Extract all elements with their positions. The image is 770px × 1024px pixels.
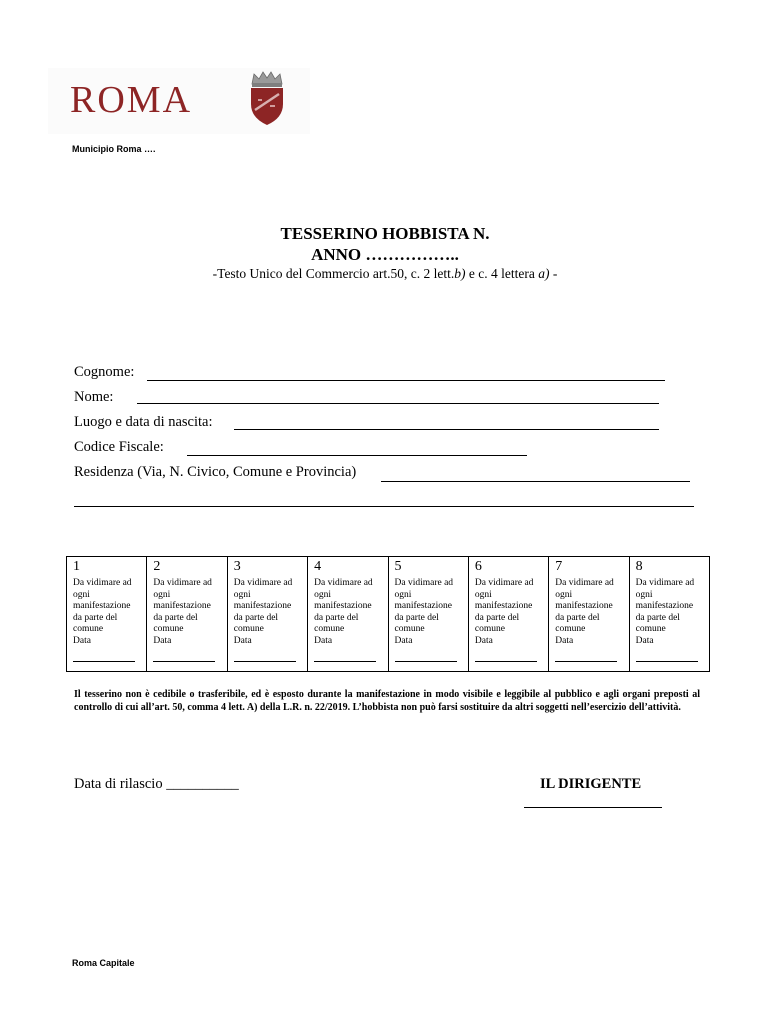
dirigente-signature-line[interactable] [524,807,662,808]
cell-date-line[interactable] [475,661,537,662]
cell-date-label: Data [314,635,333,646]
legal-reference-part: -Testo Unico del Commercio art.50, c. 2 lett. [212,266,455,281]
document-title: TESSERINO HOBBISTA N. [280,224,490,243]
cell-number: 7 [555,559,563,574]
cell-number: 2 [153,559,161,574]
cell-instructions [73,578,139,647]
cell-date-line[interactable] [73,661,135,662]
cell-number: 6 [474,559,482,574]
data-rilascio-field[interactable]: Data di rilascio __________ [74,776,239,792]
cell-text-line: manifestazione [233,601,292,611]
cognome-label: Cognome: [74,364,135,380]
codice-fiscale-field[interactable] [187,455,527,456]
cell-text-line: ogni [394,589,412,600]
cell-number: 1 [73,559,80,574]
cell-text-line: manifestazione [555,601,613,611]
cell-date-label: Data [233,635,252,646]
cell-text-line: comune [314,624,345,634]
dirigente-label: IL DIRIGENTE [540,776,642,792]
cell-date-line[interactable] [395,661,457,662]
cell-number: 3 [233,559,241,574]
vidimation-cell-2[interactable] [147,557,227,672]
cell-text-line: da parte del [153,612,198,623]
cell-instructions [314,578,380,647]
cell-text-line: Da vidimare ad [314,578,373,588]
cell-instructions [395,578,461,647]
vidimation-cell-3[interactable] [227,557,307,672]
nome-field[interactable] [137,403,659,404]
cell-text-line: Da vidimare ad [153,578,212,588]
cell-instructions [475,578,541,647]
cell-text-line: comune [555,624,586,634]
vidimation-cell-8[interactable] [629,557,709,672]
cell-text-line: Da vidimare ad [73,578,132,588]
vidimation-cell-1[interactable] [67,557,147,672]
cell-date-label: Data [635,635,654,646]
residenza-field-line2[interactable] [74,506,694,507]
cell-text-line: da parte del [474,612,520,623]
cell-text-line: ogni [73,589,90,600]
roma-crest-icon [246,70,288,126]
cell-date-label: Data [555,635,574,646]
cell-date-label: Data [394,635,413,646]
cell-text-line: comune [474,624,505,634]
cell-text-line: manifestazione [314,601,372,611]
cell-text-line: Da vidimare ad [474,578,534,588]
cell-text-line: comune [153,624,184,634]
residenza-label: Residenza (Via, N. Civico, Comune e Provincia) [74,464,357,480]
residenza-field[interactable] [381,481,690,482]
codice-fiscale-label: Codice Fiscale: [74,439,164,455]
cell-text-line: Da vidimare ad [394,578,454,588]
cell-text-line: ogni [635,589,653,600]
cell-text-line: ogni [233,589,251,600]
cell-date-line[interactable] [555,661,617,662]
cell-date-label: Data [474,635,493,646]
cell-text-line: da parte del [314,612,359,623]
cell-text-line: ogni [555,589,573,600]
cell-text-line: ogni [153,589,171,600]
cell-text-line: da parte del [233,612,279,623]
cell-text-line: da parte del [394,612,439,623]
cell-text-line: da parte del [555,612,600,623]
legal-reference-part: e c. 4 lettera [465,266,539,281]
vidimation-cell-7[interactable] [549,557,629,672]
cell-text-line: manifestazione [394,601,453,611]
cell-date-line[interactable] [153,661,215,662]
cell-text-line: ogni [474,589,492,600]
cell-number: 4 [314,559,322,574]
cell-text-line: comune [73,624,104,634]
notice-paragraph: Il tesserino non è cedibile o trasferibile, ed è esposto durante la manifestazione in modo visibile e leggibile al pubblico e agli organi preposti al controllo di cui all’art. 50, comma 4 lett. A) della L.R. n. 22/2019. L’hobbista non può farsi sostituire da altri soggetti nell’esercizio dell’attività. [74,689,700,713]
cell-number: 5 [394,559,402,574]
cell-text-line: comune [394,624,425,634]
legal-reference-letter-a: a) [538,266,550,281]
cell-instructions [555,578,621,647]
cell-text-line: ogni [314,589,332,600]
nome-label: Nome: [74,389,114,405]
vidimation-cell-4[interactable] [308,557,388,672]
cell-date-line[interactable] [636,661,698,662]
cell-text-line: Da vidimare ad [555,578,614,588]
cell-text-line: da parte del [73,612,118,623]
footer-label: Roma Capitale [72,958,135,968]
municipio-label: Municipio Roma …. [72,144,156,154]
luogo-data-nascita-field[interactable] [234,429,659,430]
legal-reference [0,266,770,282]
anno-line: ANNO …………….. [311,245,459,264]
cell-text-line: manifestazione [73,601,131,611]
cell-date-line[interactable] [314,661,376,662]
cell-instructions [153,578,219,647]
vidimation-cell-6[interactable] [468,557,548,672]
cognome-field[interactable] [147,380,665,381]
cell-date-label: Data [73,635,91,646]
cell-instructions [636,578,702,647]
cell-instructions [234,578,300,647]
vidimation-cell-5[interactable] [388,557,468,672]
cell-text-line: manifestazione [153,601,211,611]
roma-logo-text: ROMA [70,79,193,121]
legal-reference-part: - [549,266,558,281]
cell-date-label: Data [153,635,172,646]
luogo-data-nascita-label: Luogo e data di nascita: [74,414,213,430]
cell-date-line[interactable] [234,661,296,662]
legal-reference-letter-b: b) [454,266,466,281]
cell-text-line: Da vidimare ad [635,578,695,588]
cell-text-line: Da vidimare ad [233,578,293,588]
cell-text-line: manifestazione [474,601,533,611]
cell-text-line: comune [233,624,264,634]
cell-text-line: comune [635,624,666,634]
vidimation-table [66,556,710,672]
cell-text-line: manifestazione [635,601,694,611]
cell-number: 8 [635,559,643,574]
table-row [67,557,710,672]
cell-text-line: da parte del [635,612,680,623]
